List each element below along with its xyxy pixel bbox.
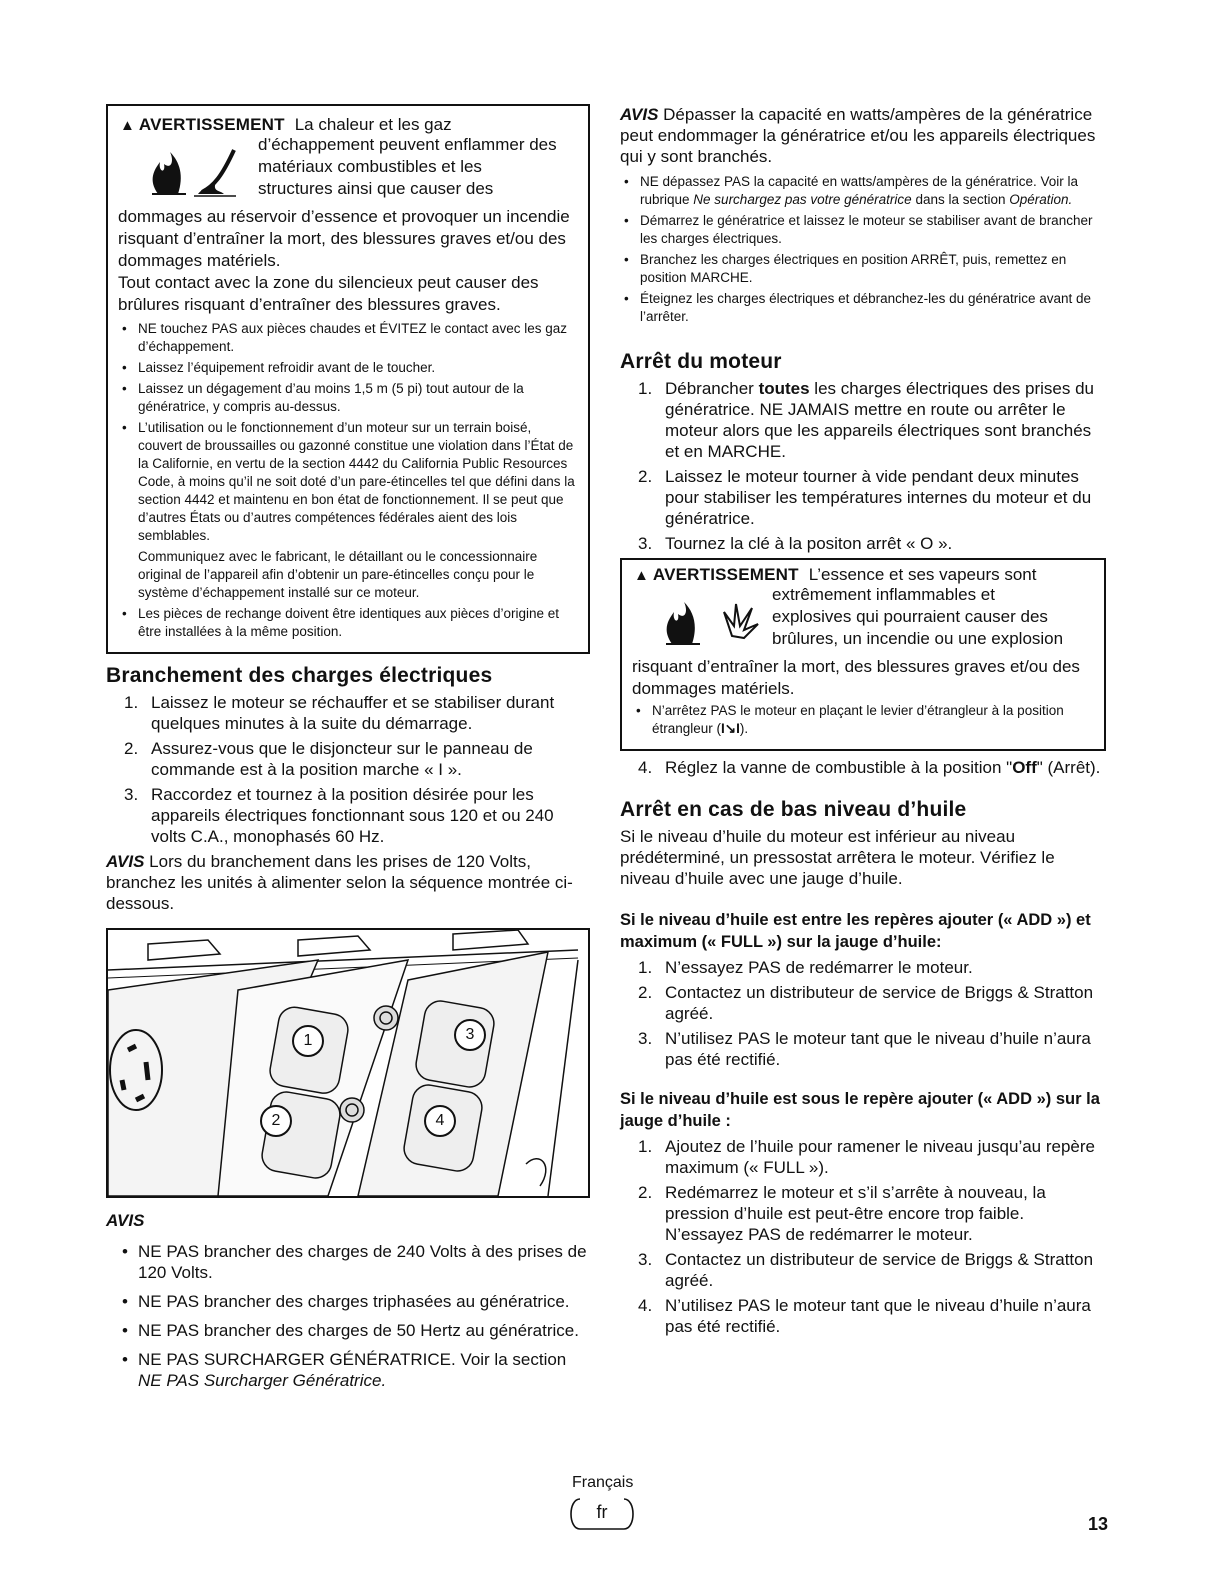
- warning-header-line: [120, 114, 578, 136]
- warning2-lead-line: explosives qui pourraient causer des: [772, 607, 1048, 626]
- step-text: N’utilisez PAS le moteur tant que le niveau d’huile n’aura pas été rectifié.: [665, 1029, 1091, 1069]
- avis-bullet: [620, 173, 1106, 209]
- warning-lead-2: Tout contact avec la zone du silencieux peut causer des brûlures risquant d’entraîner des blessures graves.: [118, 273, 539, 314]
- step-text: Contactez un distributeur de service de Briggs & Stratton agréé.: [665, 1250, 1094, 1290]
- avis-paragraph-right: [620, 104, 1106, 167]
- warning-triangle-icon: ▲: [120, 117, 135, 134]
- warning2-bullet-text: N’arrêtez PAS le moteur en plaçant le levier d’étrangleur à la position étrangleur (: [652, 703, 1064, 736]
- step4-b: Off: [1012, 758, 1037, 777]
- avis2-label: AVIS: [106, 1211, 145, 1230]
- step-text: Assurez-vous que le disjoncteur sur le panneau de commande est à la position marche « I ».: [151, 739, 533, 779]
- step-item: [620, 1136, 1106, 1178]
- step-number: 2.: [638, 983, 653, 1002]
- step-number: 1.: [638, 958, 653, 977]
- step-text: Laissez le moteur tourner à vide pendant deux minutes pour stabiliser les températures internes du moteur et du génératrice.: [665, 467, 1092, 528]
- warning2-lead-inline: L’essence et ses vapeurs sont: [808, 565, 1037, 584]
- warning-lead-rest: dommages au réservoir d’essence et provoquer un incendie risquant d’entraîner la mort, des blessures graves et/ou des dommages matériels.: [118, 207, 570, 270]
- warning2-title: AVERTISSEMENT: [652, 565, 799, 584]
- warning-box-heat: [106, 104, 590, 654]
- outlet-label-1: 1: [292, 1025, 324, 1057]
- choke-icon: I↘I: [721, 721, 740, 736]
- outlet-label-4: 4: [424, 1105, 456, 1137]
- outlet-panel-illustration: [106, 928, 590, 1198]
- warning2-lead-line: extrêmement inflammables et: [772, 585, 995, 604]
- step-item: [106, 738, 590, 780]
- step-text: Raccordez et tournez à la position désirée pour les appareils électriques fonctionnant sous 120 et ou 240 volts C.A., monophasés 60 Hz.: [151, 785, 554, 846]
- step-text: Laissez le moteur se réchauffer et se stabiliser durant quelques minutes à la suite du démarrage.: [151, 693, 555, 733]
- warning-lead-inline: La chaleur et les gaz: [294, 115, 452, 134]
- warning-box-fuel: [620, 558, 1106, 751]
- avis2-bullet: • NE PAS brancher des charges de 240 Volts à des prises de 120 Volts.: [118, 1241, 590, 1283]
- warning2-bullet: [632, 702, 1094, 738]
- arret-step1-c: les charges électriques des prises du génératrice. NE JAMAIS mettre en route ou arrêter le moteur alors que les appareils électriques sont branchés et en MARCHE.: [665, 379, 1094, 461]
- warning-contact-para: Communiquez avec le fabricant, le détaillant ou le concessionnaire original de l’appareil afin d’obtenir un pare-étincelles conçu pour le système d’échappement installé sur ce moteur.: [138, 549, 538, 600]
- step-number: 3.: [638, 1250, 653, 1269]
- right-column: [620, 104, 1106, 1341]
- avis-b1-text: NE dépassez PAS la capacité en watts/ampères de la génératrice. Voir la rubrique: [640, 174, 1078, 207]
- step-text: N’essayez PAS de redémarrer le moteur.: [665, 958, 973, 977]
- warning2-bullet-end: ).: [739, 721, 749, 736]
- outlet-label-3: 3: [454, 1019, 486, 1051]
- step-item: [620, 466, 1106, 529]
- step-number: 2.: [124, 739, 139, 758]
- subsection-title-1: Si le niveau d’huile est entre les repères ajouter (« ADD ») et maximum (« FULL ») sur la jauge d’huile:: [620, 911, 1091, 951]
- avis-label: AVIS: [620, 105, 659, 124]
- step-item: [106, 692, 590, 734]
- step-number: 1.: [638, 1137, 653, 1156]
- page-number: 13: [1088, 1514, 1109, 1534]
- avis-bullet: • Démarrez le génératrice et laissez le moteur se stabiliser avant de brancher les charges électriques.: [620, 212, 1106, 248]
- language-badge: [566, 1497, 638, 1531]
- step-text: Tournez la clé à la positon arrêt « O ».: [665, 534, 953, 553]
- step-text: N’utilisez PAS le moteur tant que le niveau d’huile n’aura pas été rectifié.: [665, 1296, 1091, 1336]
- avis2-bullet-last: [118, 1349, 590, 1391]
- step-number: 1.: [124, 693, 139, 712]
- left-column: [106, 104, 590, 1394]
- warning-title: AVERTISSEMENT: [138, 115, 285, 134]
- step-text: Ajoutez de l’huile pour ramener le niveau jusqu’au repère maximum (« FULL »).: [665, 1137, 1095, 1177]
- footer-language: Français: [572, 1474, 634, 1491]
- step-item: 4. Réglez la vanne de combustible à la position "Off" (Arrêt).: [638, 758, 1101, 777]
- step4-a: Réglez la vanne de combustible à la position ": [665, 758, 1013, 777]
- subsection-title-2: Si le niveau d’huile est sous le repère ajouter (« ADD ») sur la jauge d’huile :: [620, 1090, 1100, 1130]
- step-number: 2.: [638, 1183, 653, 1202]
- step-number: 3.: [638, 534, 653, 553]
- avis-b1-italic: Ne surchargez pas votre génératrice: [693, 192, 912, 207]
- avis-b1-mid: dans la section: [915, 192, 1006, 207]
- step-number: 3.: [124, 785, 139, 804]
- warning2-lead-rest: risquant d’entraîner la mort, des blessures graves et/ou des dommages matériels.: [632, 657, 1080, 698]
- warning-bullet: • Laissez l’équipement refroidir avant de le toucher.: [118, 359, 578, 377]
- warning2-lead-line: brûlures, un incendie ou une explosion: [772, 629, 1064, 648]
- step-item: [620, 533, 1106, 554]
- outlet-label-2: 2: [260, 1105, 292, 1137]
- warning-bullet: • Laissez un dégagement d’au moins 1,5 m (5 pi) tout autour de la génératrice, y compris au-dessus.: [118, 380, 578, 416]
- step-item: [620, 982, 1106, 1024]
- step-number: 2.: [638, 467, 653, 486]
- warning-bullet: • L’utilisation ou le fonctionnement d’un moteur sur un terrain boisé, couvert de broussailles ou gazonné constitue une violation dans l’État de la Californie, en vertu de la section 4442 du California Public Resources Code, à moins qu’il ne soit doté d’un pare-étincelles tel que défini dans la section 4442 et maintenu en bon état de fonctionnement. Il se peut que d’autres États ou d’autres compétences fédérales aient des lois semblables.: [118, 419, 578, 545]
- step-item: [106, 784, 590, 847]
- warning-lead-line: d’échappement peuvent enflammer des: [258, 135, 557, 154]
- step-item: [620, 1249, 1106, 1291]
- fire-explosion-icon: [632, 586, 772, 652]
- step-item: [620, 957, 1106, 978]
- avis2-last-italic: NE PAS Surcharger Génératrice.: [138, 1371, 387, 1390]
- step-number: 4.: [638, 1296, 653, 1315]
- warning-icons: [118, 136, 258, 206]
- avis2-bullet: • NE PAS brancher des charges de 50 Hertz au génératrice.: [118, 1320, 590, 1341]
- arret-step1-b: toutes: [758, 379, 810, 398]
- avis-text: Lors du branchement dans les prises de 120 Volts, branchez les unités à alimenter selon la séquence montrée ci-dessous.: [106, 852, 573, 913]
- avis2-bullet: • NE PAS brancher des charges triphasées au génératrice.: [118, 1291, 590, 1312]
- fire-icon: [118, 136, 258, 202]
- warning-bullet: • NE touchez PAS aux pièces chaudes et ÉVITEZ le contact avec les gaz d’échappement.: [118, 320, 578, 356]
- warning-triangle-icon: ▲: [634, 567, 649, 584]
- step-text: Contactez un distributeur de service de Briggs & Stratton agréé.: [665, 983, 1094, 1023]
- warning-bullet: • Les pièces de rechange doivent être identiques aux pièces d’origine et être installées à la même position.: [118, 605, 578, 641]
- section-title-arret: Arrêt du moteur: [620, 350, 782, 373]
- avis-b1-italic2: Opération.: [1009, 192, 1073, 207]
- step-item: [620, 1295, 1106, 1337]
- warning2-icons: [632, 586, 772, 656]
- language-code: fr: [596, 1502, 608, 1522]
- avis-label: AVIS: [106, 852, 145, 871]
- step4-c: " (Arrêt).: [1036, 758, 1101, 777]
- huile-text: Si le niveau d’huile du moteur est inférieur au niveau prédéterminé, un pressostat arrêtera le moteur. Vérifiez le niveau d’huile avec une jauge d’huile.: [620, 827, 1055, 888]
- warning-lead-line: structures ainsi que causer des: [258, 179, 494, 198]
- warning-lead-line: matériaux combustibles et les: [258, 157, 482, 176]
- section-title-huile: Arrêt en cas de bas niveau d’huile: [620, 798, 967, 821]
- step-text: Redémarrez le moteur et s’il s’arrête à nouveau, la pression d’huile est peut-être encore trop faible. N’essayez PAS de redémarrer le moteur.: [665, 1183, 1046, 1244]
- avis2-last-text: NE PAS SURCHARGER GÉNÉRATRICE. Voir la section: [138, 1350, 567, 1369]
- step-item: [620, 1182, 1106, 1245]
- step-item: 1. Débrancher toutes les charges électriques des prises du génératrice. NE JAMAIS mettre en route ou arrêter le moteur alors que les appareils électriques sont branchés et en MARCHE.: [638, 379, 1094, 461]
- avis-bullet: • Branchez les charges électriques en position ARRÊT, puis, remettez en position MARCHE.: [620, 251, 1106, 287]
- step-item: [620, 1028, 1106, 1070]
- avis-bullet: • Éteignez les charges électriques et débranchez-les du génératrice avant de l’arrêter.: [620, 290, 1106, 326]
- avis-text: Dépasser la capacité en watts/ampères de la génératrice peut endommager la génératrice et/ou les appareils électriques qui y sont branchés.: [620, 105, 1096, 166]
- avis-paragraph: [106, 851, 590, 914]
- outlet-panel-drawing: [108, 930, 588, 1196]
- step-number: 3.: [638, 1029, 653, 1048]
- arret-step1-a: Débrancher: [665, 379, 754, 398]
- section-title-branchement: Branchement des charges électriques: [106, 664, 493, 687]
